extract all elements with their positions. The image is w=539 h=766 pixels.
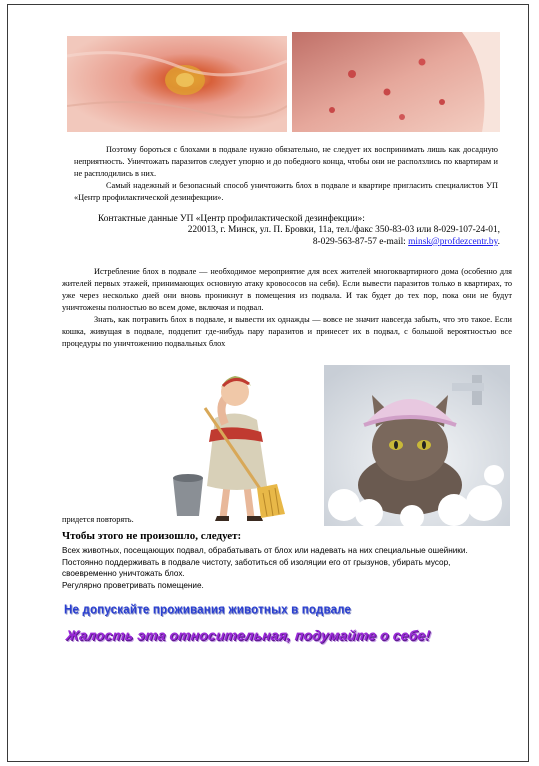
advice-item-3: Регулярно проветривать помещение. [62,580,204,590]
hand-bites-photo [292,32,500,132]
contacts-phone: 8-029-563-87-57 e-mail: [312,236,409,247]
advice-item-1: Всех животных, посещающих подвал, обрабатывать от блох или надевать на них специальные ошейники. [62,546,468,555]
intro-paragraph-1: Поэтому бороться с блохами в подвале нужно обязательно, не следует их воспринимать лишь как досадную неприятность. Уничтожать паразитов следует упорно и до победного конца, чтобы они не расползлись по квартирам и не расплодились в них. [74,145,498,178]
contacts-title: Контактные данные УП «Центр профилактической дезинфекции»: [98,214,365,224]
woman-with-broom-illustration [165,368,318,522]
skin-bite-photo [67,36,287,132]
email-link[interactable]: minsk@profdezcentr.by [408,236,498,247]
cat-in-bath-photo [324,365,510,526]
contacts-address: 220013, г. Минск, ул. П. Бровки, 11а, тел./факс 350-83-03 или 8-029-107-24-01, [187,225,500,236]
intro-paragraph-2: Самый надежный и безопасный способ уничтожить блох в подвале и квартире пригласить специалистов УП «Центр профилактической дезинфекции». [74,181,498,202]
body-paragraph-4-end: придется повторять. [62,515,134,524]
wordart-warning-animals: Не допускайте проживания животных в подвале [64,603,352,617]
body-paragraph-4: Знать, как потравить блох в подвале, и вывести их однажды — вовсе не значит навсегда забыть, что это такое. Если кошка, живущая в подвале, подцепит где-нибудь пару паразитов и принесет их в подвал, с большой вероятностью все процедуры по уничтожению подвальных блох [62,315,512,348]
contacts-phone-email: 8-029-563-87-57 e-mail: minsk@profdezcentr.by. [312,236,500,247]
wordart-pity-note: Жалость эта относительная, подумайте о себе! [65,627,432,643]
advice-heading: Чтобы этого не произошло, следует: [62,530,242,542]
body-paragraph-3: Истребление блох в подвале — необходимое мероприятие для всех жителей многоквартирного дома (особенно для жителей первых этажей, принимающих основную атаку кровососов на себя). Если вывести паразитов только в квартирах, то уже через несколько дней они вновь проникнут в помещения из подвала. И так будет до тех пор, пока они не будут уничтожены полностью во всем доме, включая и подвал. [62,267,512,312]
advice-item-2: Постоянно поддерживать в подвале чистоту, заботиться об изоляции его от грызунов, убирать мусор, своевременно уничтожать блох. [62,557,451,579]
